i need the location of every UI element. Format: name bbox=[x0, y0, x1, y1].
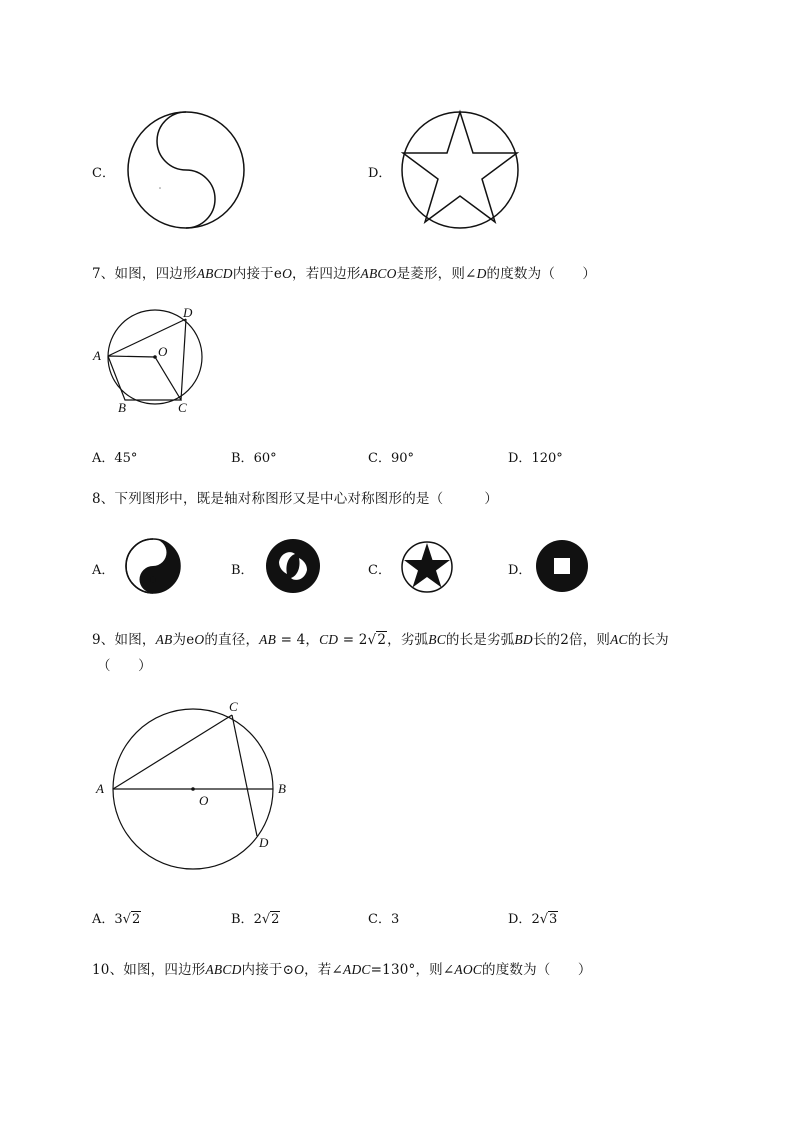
q8-option-a-label: A． bbox=[92, 563, 115, 578]
q8-option-d-label: D． bbox=[508, 563, 532, 578]
q9-label-c: C bbox=[229, 699, 238, 714]
q8-stem: 8、下列图形中，既是轴对称图形又是中心对称图形的是（ ） bbox=[92, 491, 499, 507]
q9-option-d: D．2√3 bbox=[508, 912, 558, 927]
q7-label-o: O bbox=[158, 344, 168, 359]
q9-option-c: C．3 bbox=[368, 912, 400, 927]
q7-figure bbox=[90, 305, 210, 420]
q9-figure bbox=[92, 695, 302, 855]
q7-label-a: A bbox=[93, 348, 101, 363]
q9-stem-paren: （ ） bbox=[97, 658, 152, 674]
q7-label-b: B bbox=[118, 400, 126, 415]
q6-option-d-figure bbox=[400, 110, 520, 230]
q9-label-a: A bbox=[96, 781, 104, 796]
q7-option-a: A．45° bbox=[92, 451, 138, 466]
q9-option-a: A．3√2 bbox=[92, 912, 141, 927]
q8-option-a-yinyang bbox=[125, 538, 181, 594]
q8-option-b-label: B． bbox=[231, 563, 254, 578]
q6-option-d-label: D． bbox=[368, 166, 392, 181]
q8-option-d-coin bbox=[535, 539, 589, 593]
q6-option-c-label: C． bbox=[92, 166, 115, 181]
q6-option-c-figure bbox=[125, 110, 247, 230]
q8-option-c-label: C． bbox=[368, 563, 391, 578]
q9-label-o: O bbox=[199, 793, 209, 808]
q9-label-d: D bbox=[259, 835, 269, 850]
q8-option-c-star bbox=[400, 540, 454, 594]
q7-option-d: D．120° bbox=[508, 451, 563, 466]
q9-stem-line1: 9、如图，AB为eO的直径，AB = 4，CD = 2√2，劣弧BC的长是劣弧BD长的2倍，则AC的长为 bbox=[92, 632, 669, 648]
q9-label-b: B bbox=[278, 781, 286, 796]
q7-stem: 7、如图，四边形ABCD内接于eO，若四边形ABCO是菱形，则∠D的度数为（ ） bbox=[92, 266, 597, 282]
q9-option-b: B．2√2 bbox=[231, 912, 280, 927]
q8-option-b-figure bbox=[265, 538, 321, 594]
q7-label-c: C bbox=[178, 400, 187, 415]
q7-option-c: C．90° bbox=[368, 451, 414, 466]
q7-label-d: D bbox=[183, 305, 193, 320]
q10-stem: 10、如图，四边形ABCD内接于⊙O，若∠ADC=130°，则∠AOC的度数为（ ） bbox=[92, 962, 592, 978]
q7-option-b: B．60° bbox=[231, 451, 277, 466]
